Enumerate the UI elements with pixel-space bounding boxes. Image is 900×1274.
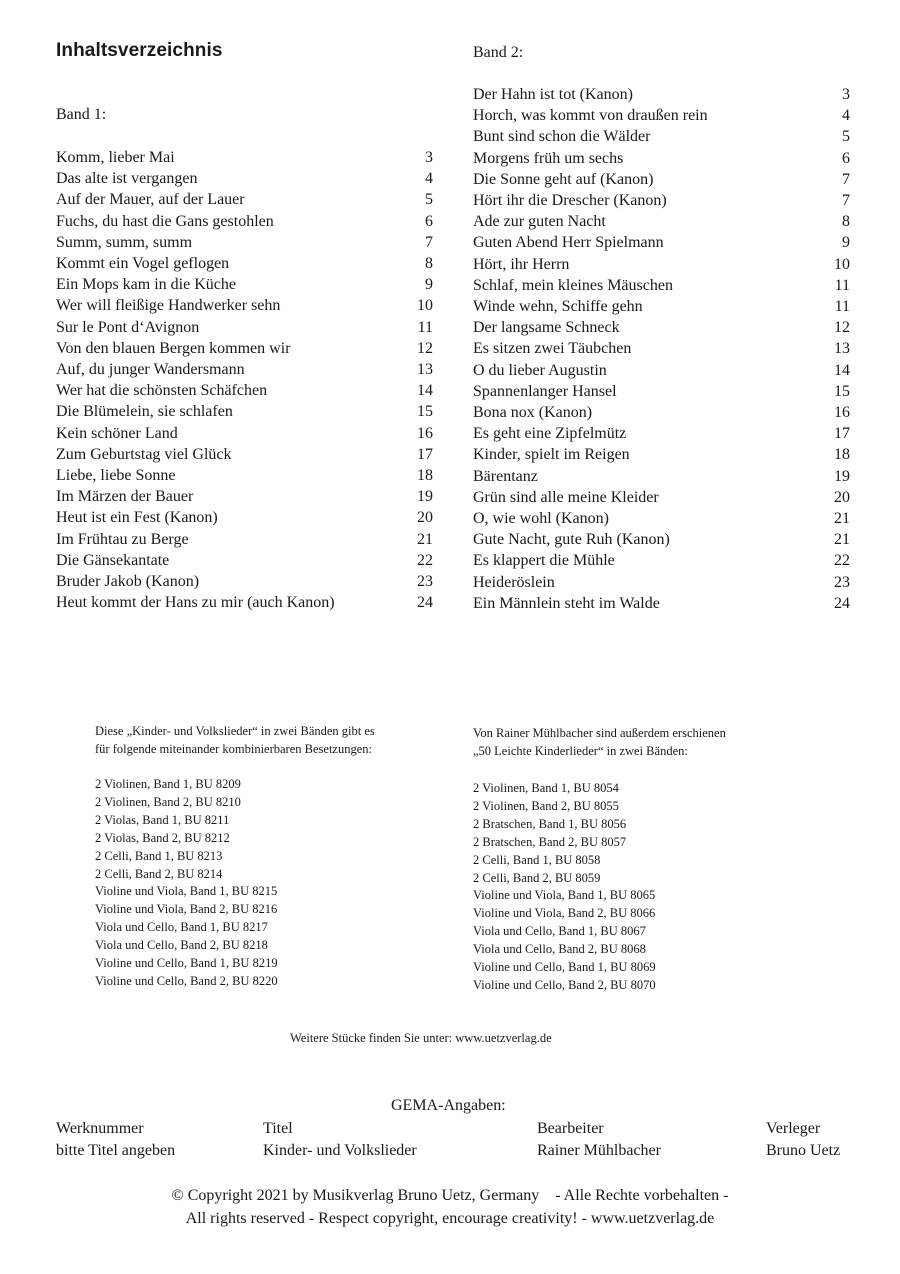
toc-title: Es geht eine Zipfelmütz [473,425,627,443]
toc-row [473,296,850,317]
toc-page-number: 23 [834,573,850,591]
toc-page-number: 21 [834,510,850,527]
toc-page-number: 8 [842,213,850,231]
toc-title: Summ, summ, summ [56,233,193,251]
edition-item: Violine und Cello, Band 1, BU 8069 [473,960,656,974]
edition-item: Violine und Viola, Band 2, BU 8066 [473,906,656,921]
toc-row [56,189,433,210]
band1-label: Band 1: [56,106,107,123]
toc-title: Winde wehn, Schiffe gehn [473,298,643,315]
gema-header-werknummer: Werknummer [56,1120,144,1137]
toc-title: Die Blümelein, sie schlafen [56,403,233,421]
editions-left-intro-1: Diese „Kinder- und Volkslieder“ in zwei Bänden gibt es [95,724,375,738]
toc-title: Sur le Pont d‘Avignon [56,318,200,336]
toc-page-number: 18 [834,446,850,464]
toc-title: Das alte ist vergangen [56,170,198,188]
toc-title: Der Hahn ist tot (Kanon) [473,86,633,103]
edition-item: 2 Violinen, Band 1, BU 8209 [95,777,241,791]
gema-value-verleger: Bruno Uetz [766,1142,841,1159]
toc-row [56,232,433,253]
gema-header-titel: Titel [263,1120,293,1137]
toc-row [473,105,850,126]
toc-page-number: 7 [842,170,850,188]
toc-title: Die Gänsekantate [56,551,170,569]
band2-label: Band 2: [473,44,524,61]
toc-page-number: 10 [834,255,850,273]
toc-title: Der langsame Schneck [473,319,620,337]
editions-right-intro-2: „50 Leichte Kinderlieder“ in zwei Bänden: [473,744,688,758]
toc-page-number: 4 [425,170,433,188]
toc-row [473,466,850,487]
edition-item: 2 Violinen, Band 1, BU 8054 [473,781,619,795]
toc-title: Schlaf, mein kleines Mäuschen [473,276,673,294]
toc-page-number: 6 [425,212,433,230]
toc-page-number: 20 [417,509,433,527]
toc-title: Heut ist ein Fest (Kanon) [56,509,218,527]
toc-row [56,295,433,316]
editions-right-intro-1: Von Rainer Mühlbacher sind außerdem erschienen [473,726,726,740]
toc-row [56,359,433,380]
toc-page-number: 5 [842,128,850,146]
toc-title: Heut kommt der Hans zu mir (auch Kanon) [56,594,335,612]
toc-row [56,317,433,338]
toc-page-number: 8 [425,255,433,272]
toc-row [473,423,850,444]
toc-row [56,423,433,444]
toc-page-number: 21 [417,530,433,548]
toc-title: Heideröslein [473,573,555,591]
toc-row [56,147,433,168]
copyright-line-1: © Copyright 2021 by Musikverlag Bruno Uetz, Germany - Alle Rechte vorbehalten - [171,1187,729,1204]
toc-page-number: 11 [417,318,433,336]
toc-page-number: 13 [417,361,433,378]
toc-title: Liebe, liebe Sonne [56,467,176,484]
toc-page-number: 13 [834,340,850,358]
toc-row [473,529,850,550]
toc-title: Ein Mops kam in die Küche [56,276,236,294]
toc-row [473,190,850,211]
page-title: Inhaltsverzeichnis [56,40,223,61]
toc-page-number: 22 [834,552,850,570]
toc-page-number: 7 [425,233,433,251]
toc-title: Komm, lieber Mai [56,149,175,166]
edition-item: Violine und Cello, Band 2, BU 8070 [473,977,656,992]
toc-title: Kein schöner Land [56,424,178,442]
toc-row [473,381,850,402]
toc-row [56,465,433,486]
toc-row [56,211,433,232]
toc-row [473,317,850,338]
edition-item: 2 Violas, Band 2, BU 8212 [95,830,230,845]
toc-title: Spannenlanger Hansel [473,382,617,400]
toc-page-number: 21 [834,531,850,549]
toc-title: Grün sind alle meine Kleider [473,488,659,506]
edition-item: Violine und Cello, Band 2, BU 8220 [95,973,278,988]
toc-row [56,444,433,465]
toc-title: Bunt sind schon die Wälder [473,128,651,146]
toc-row [473,275,850,296]
toc-title: Von den blauen Bergen kommen wir [56,339,291,357]
toc-page-number: 24 [417,594,433,612]
toc-row [56,253,433,274]
toc-title: Hört, ihr Herrn [473,255,570,273]
toc-row [56,380,433,401]
gema-heading: GEMA-Angaben: [391,1097,506,1114]
toc-title: O du lieber Augustin [473,361,607,379]
toc-title: Bärentanz [473,467,538,485]
toc-page-number: 23 [417,573,433,590]
toc-title: Im Frühtau zu Berge [56,530,189,548]
toc-page-number: 16 [417,424,433,442]
toc-title: Ein Männlein steht im Walde [473,594,660,612]
toc-row [473,402,850,423]
toc-title: Die Sonne geht auf (Kanon) [473,170,654,188]
toc-page-number: 9 [425,276,433,294]
toc-page-number: 3 [842,86,850,103]
edition-item: 2 Violas, Band 1, BU 8211 [95,812,230,827]
toc-row [473,508,850,529]
toc-row [56,168,433,189]
edition-item: Violine und Cello, Band 1, BU 8219 [95,956,278,970]
toc-row [56,274,433,295]
toc-page-number: 6 [842,149,850,167]
edition-item: Violine und Viola, Band 1, BU 8065 [473,888,656,903]
toc-row [56,592,433,613]
toc-title: Ade zur guten Nacht [473,213,606,231]
toc-page-number: 17 [834,425,850,443]
editions-left-intro-2: für folgende miteinander kombinierbaren Besetzungen: [95,742,372,756]
toc-page-number: 22 [417,551,433,569]
toc-page-number: 20 [834,488,850,506]
toc-row [473,254,850,275]
toc-page-number: 24 [834,594,850,612]
edition-item: 2 Celli, Band 1, BU 8058 [473,852,601,867]
edition-item: 2 Violinen, Band 2, BU 8210 [95,794,241,809]
toc-row [473,148,850,169]
toc-row [473,126,850,147]
toc-row [56,401,433,422]
toc-row [56,550,433,571]
toc-row [473,487,850,508]
toc-row [473,572,850,593]
toc-title: Bruder Jakob (Kanon) [56,573,200,590]
toc-title: Fuchs, du hast die Gans gestohlen [56,212,274,230]
toc-page-number: 4 [842,107,850,125]
toc-page-number: 12 [834,319,850,337]
edition-item: Viola und Cello, Band 1, BU 8217 [95,920,268,935]
edition-item: Violine und Viola, Band 1, BU 8215 [95,884,278,899]
toc-page-number: 15 [834,382,850,400]
edition-item: 2 Celli, Band 2, BU 8214 [95,866,223,881]
toc-row [473,444,850,465]
gema-value-titel: Kinder- und Volkslieder [263,1142,417,1159]
toc-page-number: 15 [417,403,433,421]
toc-title: Gute Nacht, gute Ruh (Kanon) [473,531,670,549]
gema-value-bearbeiter: Rainer Mühlbacher [537,1142,661,1159]
toc-title: Es klappert die Mühle [473,552,615,570]
toc-row [473,211,850,232]
toc-page-number: 3 [425,149,433,166]
toc-title: Es sitzen zwei Täubchen [473,340,632,358]
toc-row [473,360,850,381]
toc-title: Wer hat die schönsten Schäfchen [56,382,268,400]
toc-row [56,571,433,592]
edition-item: 2 Bratschen, Band 2, BU 8057 [473,834,627,849]
toc-row [56,338,433,359]
toc-page-number: 11 [834,276,850,294]
toc-page-number: 19 [417,488,433,506]
toc-row [473,169,850,190]
copyright-line-2: All rights reserved - Respect copyright, encourage creativity! - www.uetzverlag.de [185,1210,715,1227]
toc-row [56,529,433,550]
toc-title: Wer will fleißige Handwerker sehn [56,297,281,315]
toc-page-number: 14 [417,382,433,400]
edition-item: Viola und Cello, Band 1, BU 8067 [473,924,646,939]
toc-page-number: 9 [842,234,850,252]
toc-page-number: 14 [834,361,850,379]
toc-row [473,593,850,614]
toc-title: Auf, du junger Wandersmann [56,361,245,378]
toc-title: Kommt ein Vogel geflogen [56,255,230,272]
edition-item: Viola und Cello, Band 2, BU 8218 [95,938,268,953]
toc-row [56,486,433,507]
toc-row [56,507,433,528]
gema-header-verleger: Verleger [766,1120,821,1137]
toc-title: Kinder, spielt im Reigen [473,446,630,464]
toc-page-number: 10 [417,297,433,315]
toc-row [473,232,850,253]
toc-page-number: 18 [417,467,433,484]
toc-page-number: 5 [425,191,433,209]
toc-page-number: 7 [842,192,850,209]
toc-title: Im Märzen der Bauer [56,488,194,506]
edition-item: 2 Violinen, Band 2, BU 8055 [473,798,619,813]
toc-title: Bona nox (Kanon) [473,404,593,421]
toc-page-number: 12 [417,339,433,357]
gema-value-werknummer: bitte Titel angeben [56,1142,176,1159]
toc-title: Auf der Mauer, auf der Lauer [56,191,245,209]
edition-item: 2 Bratschen, Band 1, BU 8056 [473,816,627,831]
toc-page-number: 19 [834,467,850,485]
more-pieces-note: Weitere Stücke finden Sie unter: www.uetzverlag.de [290,1031,552,1045]
toc-page-number: 11 [834,298,850,315]
edition-item: Viola und Cello, Band 2, BU 8068 [473,942,646,957]
toc-title: Morgens früh um sechs [473,149,624,167]
toc-page-number: 17 [417,445,433,463]
edition-item: 2 Celli, Band 2, BU 8059 [473,870,601,885]
edition-item: Violine und Viola, Band 2, BU 8216 [95,902,278,917]
toc-row [473,84,850,105]
toc-title: O, wie wohl (Kanon) [473,510,609,527]
toc-row [473,550,850,571]
toc-row [473,338,850,359]
toc-page-number: 16 [834,404,850,421]
gema-header-bearbeiter: Bearbeiter [537,1120,604,1137]
toc-title: Guten Abend Herr Spielmann [473,234,664,252]
edition-item: 2 Celli, Band 1, BU 8213 [95,848,223,863]
toc-title: Horch, was kommt von draußen rein [473,107,708,125]
toc-title: Hört ihr die Drescher (Kanon) [473,192,667,209]
toc-title: Zum Geburtstag viel Glück [56,445,232,463]
